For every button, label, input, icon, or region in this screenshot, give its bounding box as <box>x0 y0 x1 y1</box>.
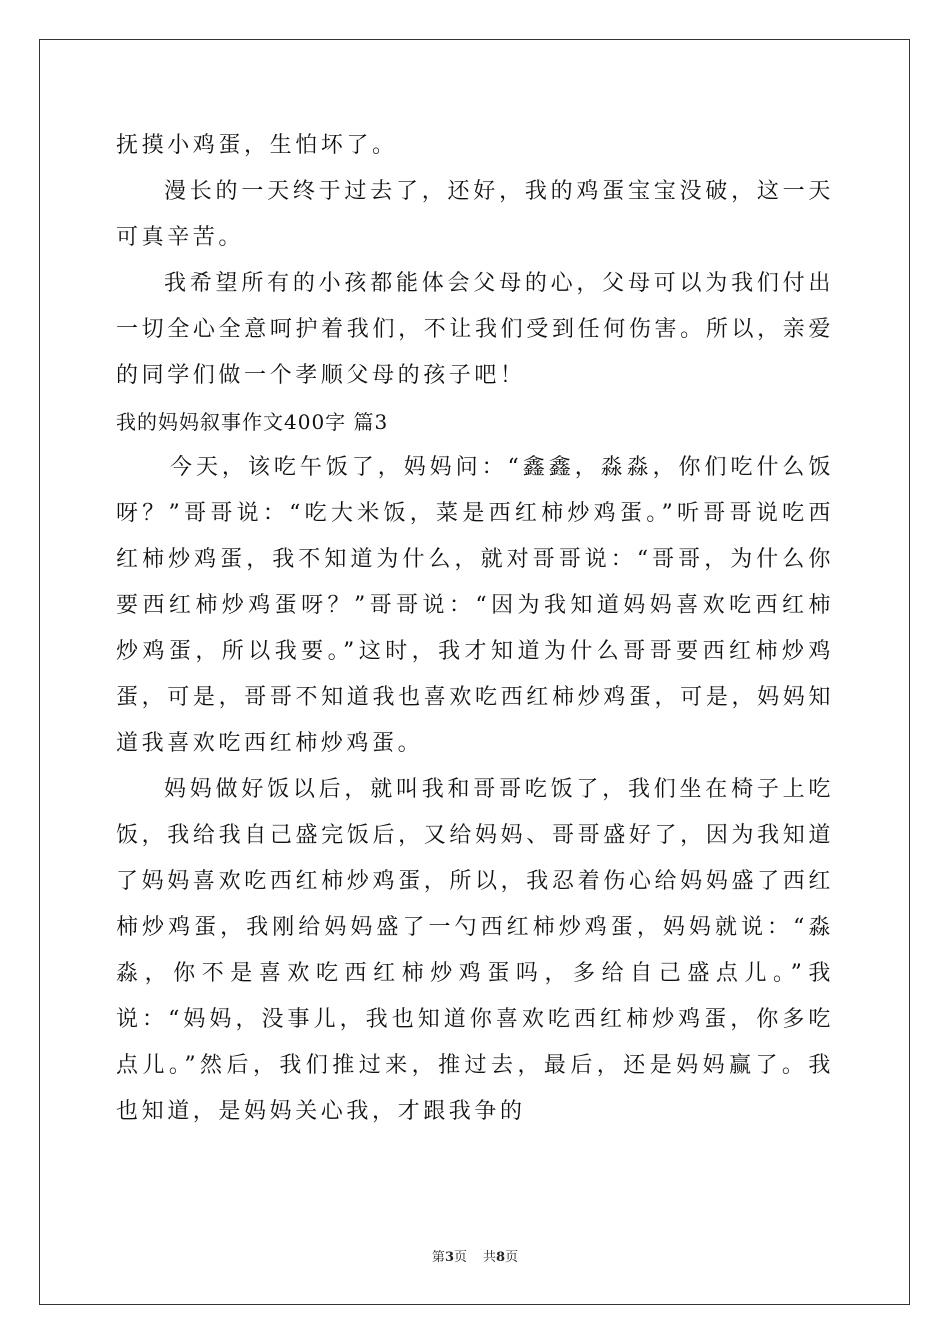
total-suffix: 页 <box>505 1250 519 1265</box>
page-footer <box>0 1246 950 1265</box>
page-suffix: 页 <box>453 1250 467 1265</box>
document-body <box>116 123 834 1135</box>
total-prefix: 共 <box>483 1250 497 1265</box>
paragraph-1: 抚摸小鸡蛋，生怕坏了。 <box>116 133 398 158</box>
section-paragraph-2: 妈妈做好饭以后，就叫我和哥哥吃饭了，我们坐在椅子上吃饭，我给我自己盛完饭后，又给妈妈、哥哥盛好了，因为我知道了妈妈喜欢吃西红柿炒鸡蛋，所以，我忍着伤心给妈妈盛了西红柿炒鸡蛋，我刚给妈妈盛了一勺西红柿炒鸡蛋，妈妈就说：“淼淼，你不是喜欢吃西红柿炒鸡蛋吗，多给自己盛点儿。”我说：“妈妈，没事儿，我也知道你喜欢吃西红柿炒鸡蛋，你多吃点儿。”然后，我们推过来，推过去，最后，还是妈妈赢了。我也知道，是妈妈关心我，才跟我争的 <box>116 777 834 1124</box>
page-number: 3 <box>444 1250 454 1265</box>
paragraph-3: 我希望所有的小孩都能体会父母的心，父母可以为我们付出一切全心全意呵护着我们，不让我们受到任何伤害。所以，亲爱的同学们做一个孝顺父母的孩子吧！ <box>116 271 834 388</box>
total-pages: 8 <box>496 1250 506 1265</box>
section-paragraph-1: 今天，该吃午饭了，妈妈问：“鑫鑫，淼淼，你们吃什么饭呀？”哥哥说：“吃大米饭，菜是西红柿炒鸡蛋。”听哥哥说吃西红柿炒鸡蛋，我不知道为什么，就对哥哥说：“哥哥，为什么你要西红柿炒鸡蛋呀？”哥哥说：“因为我知道妈妈喜欢吃西红柿炒鸡蛋，所以我要。”这时，我才知道为什么哥哥要西红柿炒鸡蛋，可是，哥哥不知道我也喜欢吃西红柿炒鸡蛋，可是，妈妈知道我喜欢吃西红柿炒鸡蛋。 <box>116 455 834 756</box>
paragraph-2: 漫长的一天终于过去了，还好，我的鸡蛋宝宝没破，这一天可真辛苦。 <box>116 179 834 250</box>
section-heading: 我的妈妈叙事作文400字 篇3 <box>116 410 389 434</box>
page-prefix: 第 <box>431 1250 445 1265</box>
